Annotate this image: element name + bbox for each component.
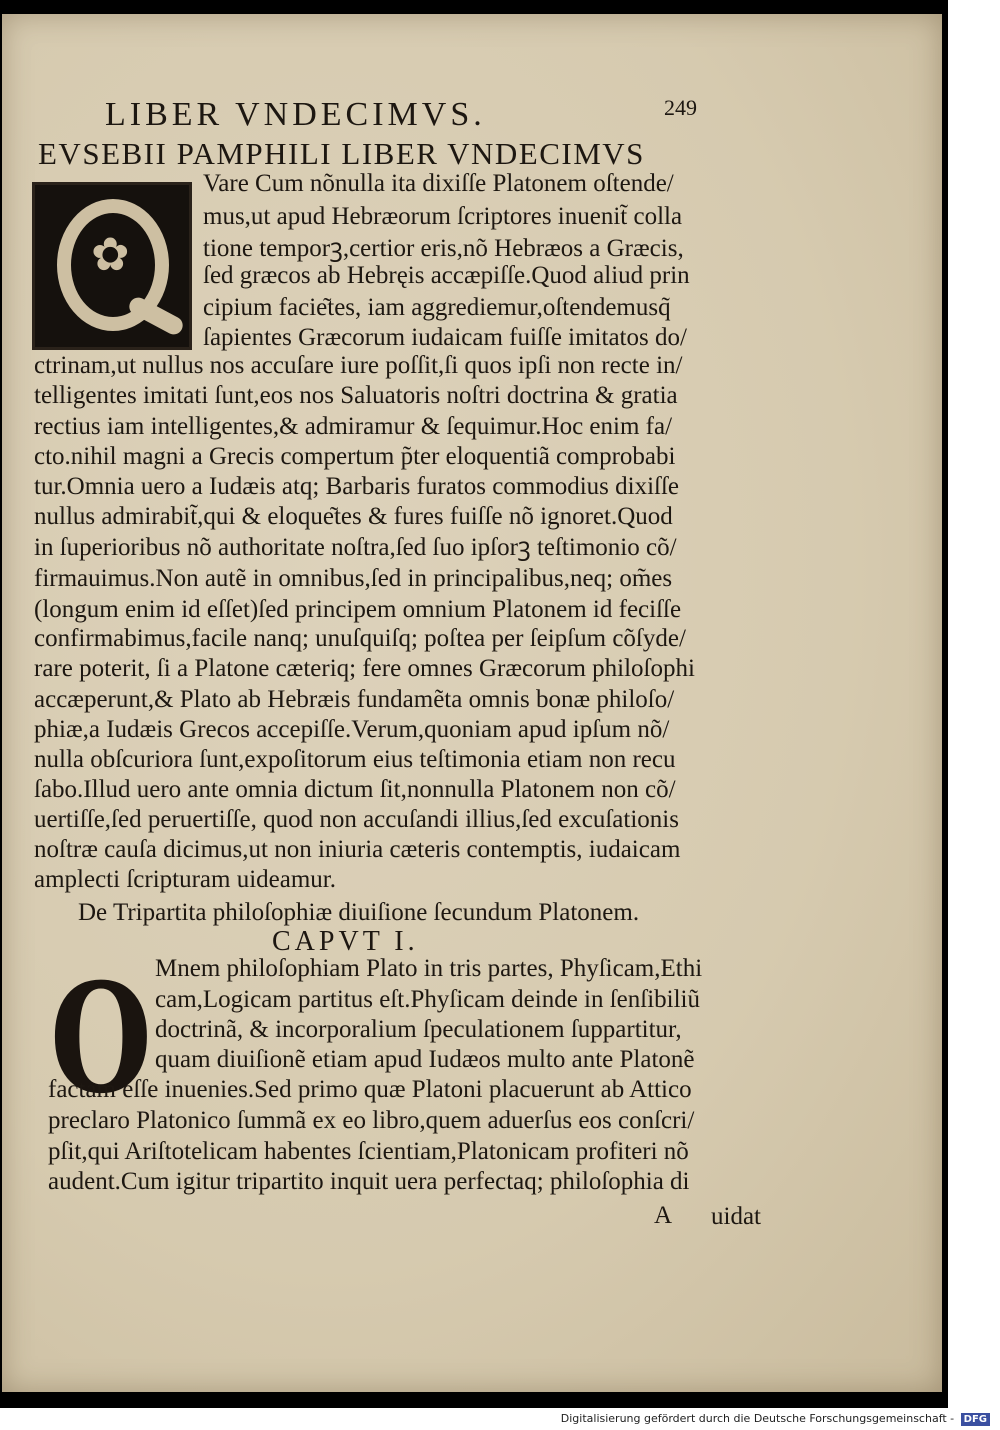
text-line: nulla obſcuriora ſunt,expoſitorum eius teſtimonia etiam non recu: [34, 746, 676, 773]
book-page: [2, 14, 942, 1392]
chapter-label: CAPVT I.: [272, 926, 419, 957]
text-line: ſapientes Græcorum iudaicam fuiſſe imitatos do/: [203, 324, 687, 351]
text-line: nullus admirabit̃,qui & eloque͂tes & fures fuiſſe nõ ignoret.Quod: [34, 503, 673, 530]
signature-mark: A: [654, 1202, 673, 1229]
dfg-logo: DFG: [961, 1413, 990, 1426]
funding-credit: [561, 1412, 990, 1426]
text-line: quam diuiſionẽ etiam apud Iudæos multo ante Platonẽ: [155, 1046, 695, 1073]
chapter-subtitle: De Tripartita philoſophiæ diuiſione ſecundum Platonem.: [78, 899, 640, 926]
text-line: tur.Omnia uero a Iudæis atq; Barbaris furatos commodius dixiſſe: [34, 473, 680, 500]
text-line: rectius iam intelligentes,& admiramur & ſequimur.Hoc enim fa/: [34, 413, 673, 440]
text-line: telligentes imitati ſunt,eos nos Saluatoris noſtri doctrina & gratia: [34, 382, 678, 409]
flower-ornament-icon: ✿: [91, 227, 130, 281]
text-line: cam,Logicam partitus eſt.Phyſicam deinde in ſenſibiliũ: [155, 986, 701, 1013]
text-line: firmauimus.Non autẽ in omnibus,ſed in principalibus,neq; om̃es: [34, 565, 673, 592]
text-line: audent.Cum igitur tripartito inquit uera perfectaq; philoſophia di: [48, 1168, 690, 1195]
text-line: in ſuperioribus nõ authoritate noſtra,ſed ſuo ipſorꝫ teſtimonio cõ/: [34, 534, 677, 561]
text-line: Vare Cum nõnulla ita dixiſſe Platonem oſtende/: [203, 170, 674, 197]
book-title: EVSEBII PAMPHILI LIBER VNDECIMVS: [38, 136, 645, 171]
text-line: cto.nihil magni a Grecis compertum p̃ter eloquentiã comprobabi: [34, 443, 676, 470]
folio-number: 249: [664, 95, 697, 120]
text-line: ctrinam,ut nullus nos accuſare iure poſſit,ſi quos ipſi non recte in/: [34, 352, 683, 379]
funding-credit-text: Digitalisierung gefördert durch die Deutsche Forschungsgemeinschaft -: [560, 1412, 955, 1425]
text-line: tione temporꝫ,certior eris,nõ Hebræos a Græcis,: [203, 235, 684, 262]
initial-letter-o: O: [50, 951, 152, 1127]
running-head: LIBER VNDECIMVS.: [105, 96, 486, 133]
text-line: amplecti ſcripturam uideamur.: [34, 866, 336, 893]
text-line: pſit,qui Ariſtotelicam habentes ſcientiam,Platonicam profiteri nõ: [48, 1138, 689, 1165]
text-line: mus,ut apud Hebræorum ſcriptores inuenit̃ colla: [203, 203, 683, 230]
text-line: noſtræ cauſa dicimus,ut non iniuria cæteris contemptis, iudaicam: [34, 836, 681, 863]
text-line: uertiſſe,ſed peruertiſſe, quod non accuſandi illius,ſed excuſationis: [34, 806, 679, 833]
text-line: ſed græcos ab Hebręis accæpiſſe.Quod aliud prin: [203, 262, 690, 289]
decorated-initial-q: [32, 182, 192, 350]
text-line: phiæ,a Iudæis Grecos accepiſſe.Verum,quoniam apud ipſum nõ/: [34, 716, 670, 743]
text-line: rare poterit, ſi a Platone cæteriq; fere omnes Græcorum philoſophi: [34, 655, 695, 682]
catchword: uidat: [711, 1203, 761, 1230]
text-line: ſabo.Illud uero ante omnia dictum ſit,nonnulla Platonem non cõ/: [34, 776, 676, 803]
text-line: (longum enim id eſſet)ſed principem omnium Platonem id feciſſe: [34, 596, 682, 623]
text-line: preclaro Platonico ſummã ex eo libro,quem aduerſus eos conſcri/: [48, 1107, 695, 1134]
text-line: accæperunt,& Plato ab Hebræis fundamẽta omnis bonæ philoſo/: [34, 686, 675, 713]
text-line: cipium facie͂tes, iam aggrediemur,oſtendemusq̃: [203, 294, 671, 321]
text-line: doctrinã, & incorporalium ſpeculationem ſuppartitur,: [155, 1016, 682, 1043]
text-line: confirmabimus,facile nanq; unuſquiſq; poſtea per ſeipſum cõſyde/: [34, 625, 686, 652]
text-line: factam eſſe inuenies.Sed primo quæ Platoni placuerunt ab Attico: [48, 1076, 692, 1103]
text-line: Mnem philoſophiam Plato in tris partes, Phyſicam,Ethi: [155, 955, 703, 982]
